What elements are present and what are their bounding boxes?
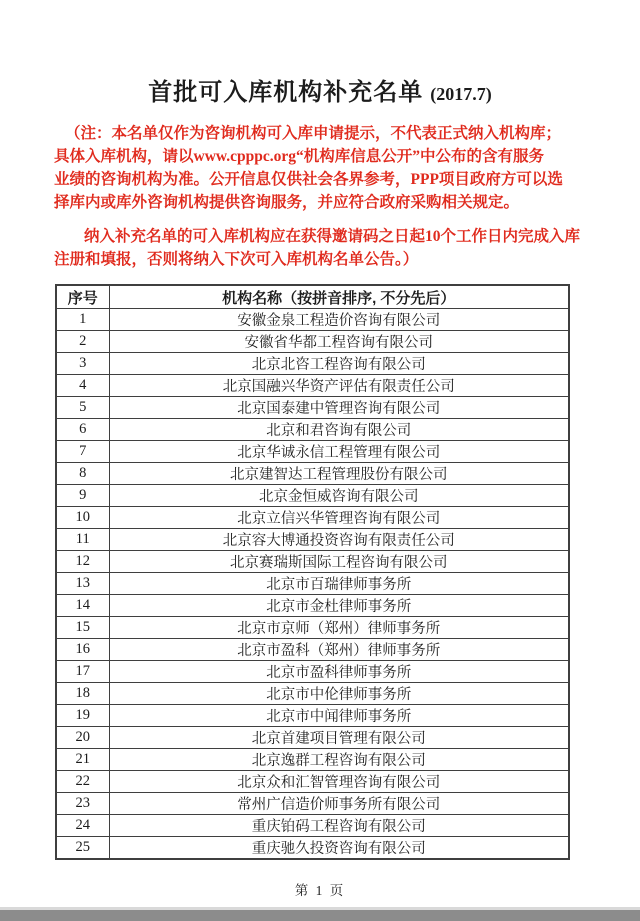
table-row (56, 727, 569, 749)
institution-name-cell: 重庆驰久投资咨询有限公司 (109, 837, 569, 860)
table-row (56, 529, 569, 551)
table-row (56, 837, 569, 860)
row-number-cell: 6 (56, 419, 109, 441)
institution-name-cell: 北京金恒威咨询有限公司 (109, 485, 569, 507)
row-number-cell: 5 (56, 397, 109, 419)
note-paragraph-1 (54, 122, 586, 214)
table-row (56, 353, 569, 375)
table-row (56, 419, 569, 441)
table-row (56, 485, 569, 507)
row-number-cell: 17 (56, 661, 109, 683)
row-number-cell: 22 (56, 771, 109, 793)
table-row (56, 683, 569, 705)
table-row (56, 771, 569, 793)
table-row (56, 507, 569, 529)
page-title (0, 72, 640, 107)
row-number-cell: 9 (56, 485, 109, 507)
institution-name-cell: 常州广信造价师事务所有限公司 (109, 793, 569, 815)
institution-name-cell: 北京立信兴华管理咨询有限公司 (109, 507, 569, 529)
institution-name-cell: 北京国泰建中管理咨询有限公司 (109, 397, 569, 419)
note-line: （注：本名单仅作为咨询机构可入库申请提示，不代表正式纳入机构库； (65, 125, 562, 142)
row-number-cell: 25 (56, 837, 109, 860)
institution-name-cell: 北京容大博通投资咨询有限责任公司 (109, 529, 569, 551)
table-row (56, 375, 569, 397)
institution-name-cell: 北京和君咨询有限公司 (109, 419, 569, 441)
institution-name-cell: 北京赛瑞斯国际工程咨询有限公司 (109, 551, 569, 573)
institution-name-cell: 安徽省华都工程咨询有限公司 (109, 331, 569, 353)
table-row (56, 661, 569, 683)
row-number-cell: 24 (56, 815, 109, 837)
row-number-cell: 10 (56, 507, 109, 529)
column-header-number: 序号 (56, 285, 109, 309)
note-line: 择库内或库外咨询机构提供咨询服务，并应符合政府采购相关规定。 (54, 194, 520, 211)
institution-name-cell: 北京市京师（郑州）律师事务所 (109, 617, 569, 639)
institution-name-cell: 北京北咨工程咨询有限公司 (109, 353, 569, 375)
institution-name-cell: 北京市百瑞律师事务所 (109, 573, 569, 595)
table-row (56, 815, 569, 837)
table-row (56, 441, 569, 463)
table-row (56, 573, 569, 595)
page-footer: 第 1 页 (294, 883, 346, 898)
institution-name-cell: 北京华诚永信工程管理有限公司 (109, 441, 569, 463)
note-line: 业绩的咨询机构为准。公开信息仅供社会各界参考，PPP项目政府方可以选 (54, 171, 563, 188)
institution-name-cell: 北京市盈科律师事务所 (109, 661, 569, 683)
institution-name-cell: 安徽金泉工程造价咨询有限公司 (109, 309, 569, 331)
row-number-cell: 11 (56, 529, 109, 551)
row-number-cell: 3 (56, 353, 109, 375)
table-header-row (56, 285, 569, 309)
institution-name-cell: 北京国融兴华资产评估有限责任公司 (109, 375, 569, 397)
institution-name-cell: 北京首建项目管理有限公司 (109, 727, 569, 749)
institution-name-cell: 北京市盈科（郑州）律师事务所 (109, 639, 569, 661)
institution-name-cell: 北京市中伦律师事务所 (109, 683, 569, 705)
row-number-cell: 21 (56, 749, 109, 771)
table-row (56, 617, 569, 639)
institution-name-cell: 北京建智达工程管理股份有限公司 (109, 463, 569, 485)
page-title-main: 首批可入库机构补充名单 (148, 80, 424, 106)
note-line: 具体入库机构，请以www.cpppc.org“机构库信息公开”中公布的含有服务 (54, 148, 544, 165)
row-number-cell: 15 (56, 617, 109, 639)
table-row (56, 309, 569, 331)
table-row (56, 331, 569, 353)
row-number-cell: 23 (56, 793, 109, 815)
row-number-cell: 1 (56, 309, 109, 331)
table-row (56, 397, 569, 419)
row-number-cell: 7 (56, 441, 109, 463)
note-block (54, 122, 586, 271)
note-line: 纳入补充名单的可入库机构应在获得邀请码之日起10个工作日内完成入库 (84, 228, 581, 245)
table-row (56, 463, 569, 485)
table-row (56, 551, 569, 573)
scan-edge-bottom (0, 907, 640, 921)
table-row (56, 749, 569, 771)
institution-name-cell: 北京众和汇智管理咨询有限公司 (109, 771, 569, 793)
row-number-cell: 16 (56, 639, 109, 661)
institution-name-cell: 北京逸群工程咨询有限公司 (109, 749, 569, 771)
institution-name-cell: 重庆铂码工程咨询有限公司 (109, 815, 569, 837)
note-paragraph-2 (54, 225, 586, 271)
institution-name-cell: 北京市金杜律师事务所 (109, 595, 569, 617)
row-number-cell: 8 (56, 463, 109, 485)
table-row (56, 639, 569, 661)
row-number-cell: 13 (56, 573, 109, 595)
row-number-cell: 2 (56, 331, 109, 353)
row-number-cell: 12 (56, 551, 109, 573)
table-row (56, 793, 569, 815)
table-row (56, 705, 569, 727)
row-number-cell: 18 (56, 683, 109, 705)
row-number-cell: 20 (56, 727, 109, 749)
row-number-cell: 19 (56, 705, 109, 727)
institution-name-cell: 北京市中闻律师事务所 (109, 705, 569, 727)
institutions-table (55, 284, 570, 860)
page-title-date: (2017.7) (430, 84, 492, 104)
column-header-institution-name: 机构名称（按拼音排序, 不分先后） (109, 285, 569, 309)
row-number-cell: 14 (56, 595, 109, 617)
table-row (56, 595, 569, 617)
row-number-cell: 4 (56, 375, 109, 397)
note-line: 注册和填报，否则将纳入下次可入库机构名单公告。） (54, 251, 419, 268)
